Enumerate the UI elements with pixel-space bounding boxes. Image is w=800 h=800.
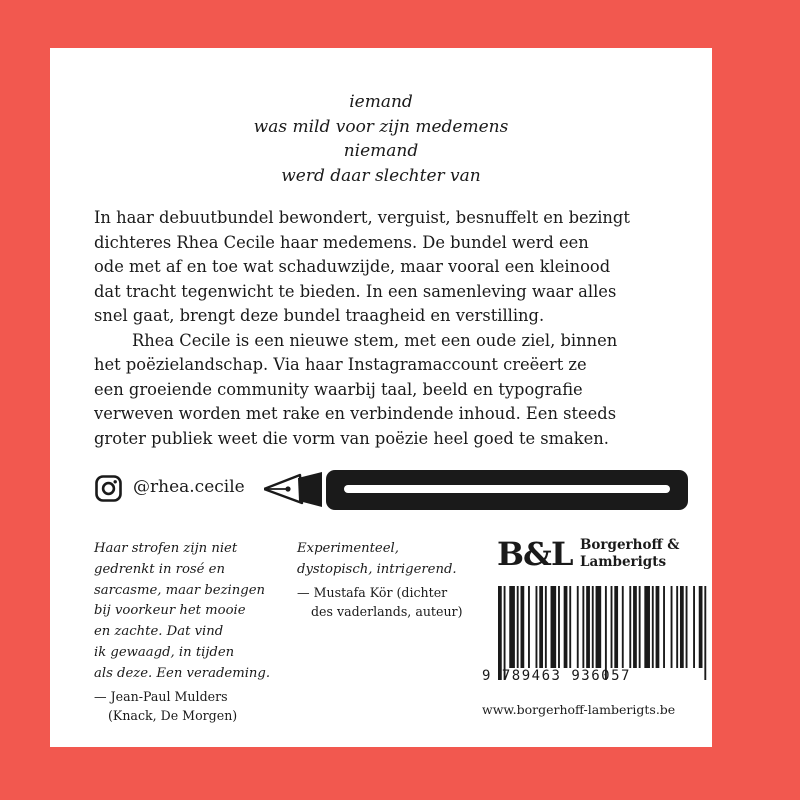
- barcode-bar: [596, 586, 602, 668]
- barcode-bar: [652, 586, 654, 668]
- barcode-bar: [498, 586, 502, 680]
- barcode-bar: [676, 586, 678, 668]
- attribution-line: — Mustafa Kör (dichter: [297, 584, 448, 600]
- barcode-bar: [693, 586, 695, 668]
- quote-line: gedrenkt in rosé en: [94, 561, 225, 577]
- barcode-bar: [564, 586, 568, 668]
- blurb-line: Rhea Cecile is een nieuwe stem, met een oude ziel, binnen: [132, 330, 618, 350]
- barcode-bar: [592, 586, 594, 668]
- poem-line: iemand: [349, 92, 413, 112]
- publisher-url: www.borgerhoff-lamberigts.be: [482, 702, 676, 717]
- quote-attribution: [94, 687, 294, 725]
- barcode-bar: [517, 586, 519, 668]
- blurb-line: groter publiek weet die vorm van poëzie heel goed te smaken.: [94, 428, 609, 448]
- poem-line: was mild voor zijn medemens: [253, 116, 509, 137]
- blurb-line: snel gaat, brengt deze bundel traagheid en verstilling.: [94, 306, 545, 325]
- isbn-barcode: [498, 586, 710, 680]
- barcode-bar: [629, 586, 631, 668]
- quote-line: Experimenteel,: [297, 541, 399, 556]
- barcode-bar: [551, 586, 557, 668]
- barcode-bar: [582, 586, 584, 668]
- barcode-bar: [528, 586, 530, 668]
- quote-line: en zachte. Dat vind: [94, 624, 224, 640]
- quote-line: sarcasme, maar bezingen: [94, 582, 266, 598]
- barcode-bar: [704, 586, 706, 680]
- blurb-line: dat tracht tegenwicht te bieden. In een samenleving waar alles: [94, 281, 617, 301]
- barcode-bar: [656, 586, 660, 668]
- review-quote-mulders: [94, 539, 294, 725]
- barcode-bar: [509, 586, 515, 668]
- barcode-bar: [504, 586, 506, 680]
- quote-line: dystopisch, intrigerend.: [297, 561, 457, 577]
- barcode-bar: [569, 586, 571, 668]
- attribution-line: des vaderlands, auteur): [311, 603, 463, 619]
- poem: [50, 90, 712, 188]
- publisher-name-line: Borgerhoff &: [580, 537, 680, 553]
- blurb-line: ode met af en toe wat schaduwzijde, maar vooral een kleinood: [94, 257, 611, 276]
- barcode-bar: [558, 586, 560, 668]
- barcode-bar: [686, 586, 688, 668]
- barcode-bar: [536, 586, 538, 668]
- quote-line: bij voorkeur het mooie: [94, 603, 246, 619]
- publisher-name-line: Lamberigts: [580, 553, 667, 570]
- barcode-bar: [545, 586, 547, 668]
- instagram-handle: @rhea.cecile: [133, 477, 245, 497]
- barcode-bar: [614, 586, 618, 668]
- barcode-bar: [539, 586, 543, 668]
- blurb-line: In haar debuutbundel bewondert, verguist, besnuffelt en bezingt: [94, 208, 630, 227]
- quote-attribution: [297, 583, 497, 621]
- barcode-bar: [611, 586, 613, 668]
- poem-line: niemand: [343, 141, 419, 161]
- barcode-bar: [663, 586, 665, 668]
- barcode-bar: [644, 586, 650, 668]
- barcode-bar: [633, 586, 637, 668]
- barcode-bar: [605, 586, 607, 680]
- quote-text: [297, 539, 497, 581]
- barcode-bar: [521, 586, 525, 668]
- barcode-bar: [671, 586, 673, 668]
- quote-line: als deze. Een verademing.: [94, 665, 271, 681]
- barcode-bar: [622, 586, 624, 668]
- quote-text: [94, 539, 294, 685]
- instagram-icon: [95, 475, 122, 502]
- attribution-line: — Jean-Paul Mulders: [94, 688, 228, 704]
- isbn-number: 9 789463 936057: [482, 668, 631, 684]
- review-quote-kor: [297, 539, 497, 621]
- barcode-bar: [680, 586, 684, 668]
- blurb-line: dichteres Rhea Cecile haar medemens. De bundel werd een: [94, 232, 589, 252]
- quote-line: ik gewaagd, in tijden: [94, 644, 235, 660]
- barcode-bar: [586, 586, 590, 668]
- poem-line: werd daar slechter van: [281, 165, 481, 186]
- quote-line: Haar strofen zijn niet: [94, 541, 238, 556]
- blurb-line: het poëzielandschap. Via haar Instagramaccount creëert ze: [94, 355, 587, 374]
- attribution-line: (Knack, De Morgen): [108, 707, 238, 723]
- barcode-bar: [639, 586, 641, 668]
- publisher-name: [580, 537, 679, 570]
- back-cover-panel: [50, 48, 712, 747]
- barcode-bar: [577, 586, 579, 668]
- blurb-line: een groeiende community waarbij taal, beeld en typografie: [94, 379, 583, 399]
- publisher-logo: B&L: [497, 535, 573, 573]
- fountain-pen-icon: [264, 469, 696, 511]
- blurb: [94, 206, 694, 451]
- barcode-bar: [699, 586, 703, 668]
- blurb-line: verweven worden met rake en verbindende inhoud. Een steeds: [94, 404, 617, 423]
